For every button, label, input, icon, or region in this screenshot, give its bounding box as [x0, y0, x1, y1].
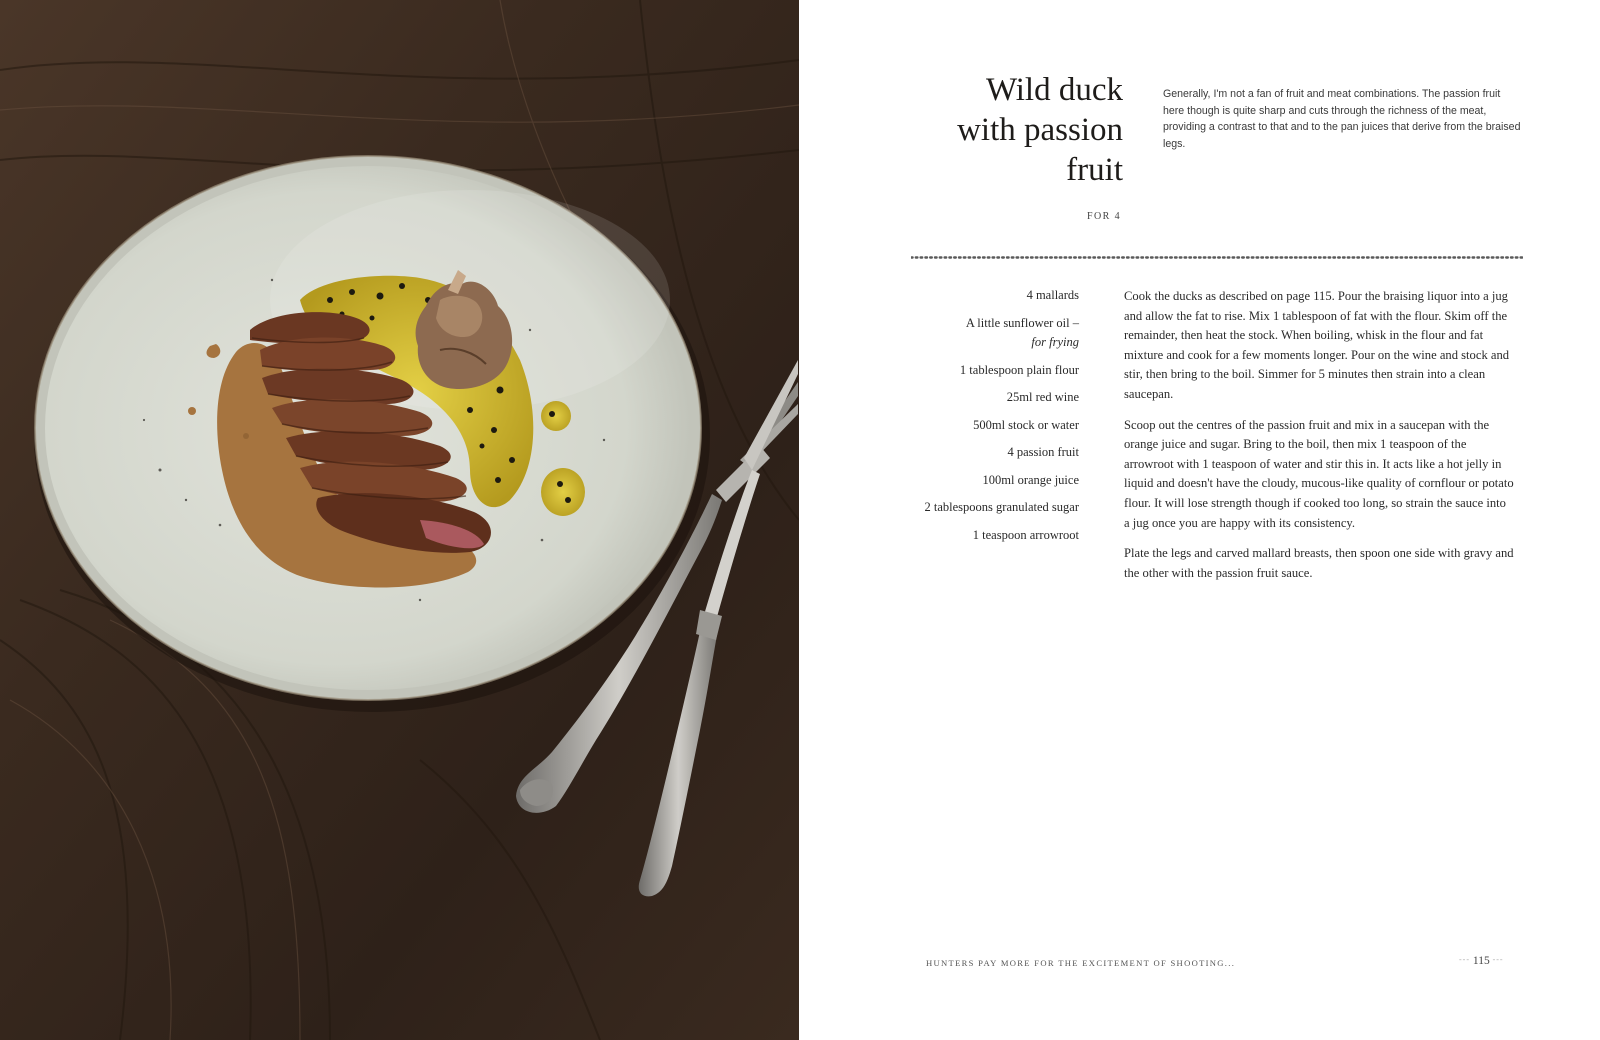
ingredient-item: 4 passion fruit: [1007, 445, 1079, 459]
ingredient-note: for frying: [1031, 335, 1079, 349]
recipe-title: [863, 70, 1123, 190]
recipe-title-line: Wild duck: [985, 72, 1123, 108]
ingredient-item: 2 tablespoons granulated sugar: [924, 500, 1079, 514]
ingredient-list: [879, 286, 1079, 553]
page-number-ornament: ---: [1492, 955, 1504, 964]
plated-duck-photo-icon: [0, 0, 799, 1040]
method-paragraph: Cook the ducks as described on page 115. Pour the braising liquor into a jug and allow the fat to rise. Mix 1 tablespoon of fat with the flour. Skim off the remainder, then heat the stock. When boiling, whisk in the flour and fat mixture and cook for a few moments longer. Pour on the wine and stock and stir, then bring to the boil. Simmer for 5 minutes then strain into a clean saucepan.: [1124, 289, 1510, 401]
recipe-intro: Generally, I'm not a fan of fruit and meat combinations. The passion fruit here though is quite sharp and cuts through the richness of the meat, providing a contrast to that and to the pan juices that derive from the braised legs.: [1163, 88, 1521, 151]
ingredient-item: 1 teaspoon arrowroot: [972, 527, 1079, 542]
recipe-page: [799, 0, 1600, 1040]
ingredient-item: 25ml red wine: [1006, 390, 1079, 404]
method-steps: [1124, 287, 1514, 594]
page-number-value: 115: [1472, 955, 1490, 967]
running-footer: HUNTERS PAY MORE FOR THE EXCITEMENT OF SHOOTING...: [926, 958, 1236, 968]
serves-label: FOR 4: [1087, 211, 1121, 222]
recipe-title-line: fruit: [1066, 152, 1123, 188]
ingredient-item: [879, 314, 1079, 353]
food-photograph: [0, 0, 799, 1040]
ingredient-item: 1 tablespoon plain flour: [959, 362, 1079, 377]
ingredient-text: A little sunflower oil –: [965, 315, 1079, 330]
page-number-ornament: ---: [1459, 955, 1470, 964]
page-number: [1459, 955, 1504, 967]
ingredient-item: 100ml orange juice: [982, 472, 1079, 487]
ingredient-item: 4 mallards: [1026, 288, 1079, 302]
recipe-title-line: with passion: [957, 112, 1123, 148]
method-paragraph: Plate the legs and carved mallard breasts, then spoon one side with gravy and the other with the passion fruit sauce.: [1124, 546, 1514, 580]
dotted-divider: [911, 255, 1523, 260]
ingredient-item: 500ml stock or water: [973, 417, 1079, 432]
method-paragraph: Scoop out the centres of the passion fruit and mix in a saucepan with the orange juice and sugar. Bring to the boil, then mix 1 teaspoon of the arrowroot with 1 teaspoon of water and stir this in. It acts like a hot jelly in liquid and doesn't have the cloudy, mucous-like quality of cornflour or potato flour. It will lose strength though if cooked too long, so strain the sauce into a jug once you are happy with its consistency.: [1124, 417, 1514, 530]
